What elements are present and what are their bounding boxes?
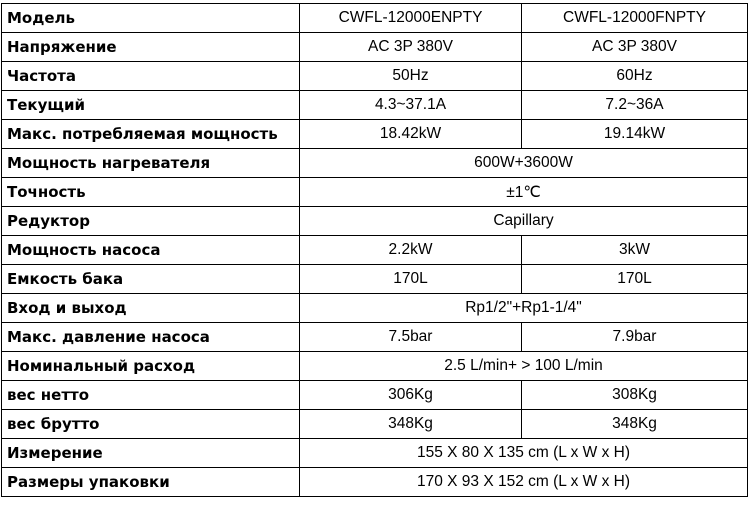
table-row [2,265,748,294]
row-value: 2.5 L/min+ > 100 L/min [300,352,748,381]
table-row [2,352,748,381]
row-value: ±1℃ [300,178,748,207]
row-label: Текущий [2,91,300,120]
table-row [2,178,748,207]
row-value: 308Kg [522,381,748,410]
row-value: 348Kg [300,410,522,439]
table-row [2,4,748,33]
table-row [2,468,748,497]
row-label: Емкость бака [2,265,300,294]
table-row [2,207,748,236]
row-label: Редуктор [2,207,300,236]
row-value: Rp1/2"+Rp1-1/4" [300,294,748,323]
table-row [2,149,748,178]
table-row [2,62,748,91]
row-label: Макс. давление насоса [2,323,300,352]
row-value: 348Kg [522,410,748,439]
row-value: 4.3~37.1A [300,91,522,120]
row-label: Мощность нагревателя [2,149,300,178]
row-value: 155 X 80 X 135 cm (L x W x H) [300,439,748,468]
row-value: 170L [522,265,748,294]
spec-table-body [2,4,748,497]
row-value: 2.2kW [300,236,522,265]
row-value: 170L [300,265,522,294]
row-label: Точность [2,178,300,207]
row-label: Измерение [2,439,300,468]
table-row [2,91,748,120]
row-label: вес нетто [2,381,300,410]
row-value: AC 3P 380V [300,33,522,62]
row-label: Макс. потребляемая мощность [2,120,300,149]
table-row [2,439,748,468]
row-label: Мощность насоса [2,236,300,265]
row-value: 170 X 93 X 152 cm (L x W x H) [300,468,748,497]
row-label: Частота [2,62,300,91]
spec-table [1,3,748,497]
row-value: 19.14kW [522,120,748,149]
table-row [2,294,748,323]
row-value: CWFL-12000FNPTY [522,4,748,33]
table-row [2,33,748,62]
row-label: вес брутто [2,410,300,439]
row-value: AC 3P 380V [522,33,748,62]
table-row [2,381,748,410]
row-value: 18.42kW [300,120,522,149]
table-row [2,323,748,352]
row-value: 60Hz [522,62,748,91]
row-value: 50Hz [300,62,522,91]
table-row [2,120,748,149]
table-row [2,410,748,439]
row-value: 7.5bar [300,323,522,352]
row-value: 7.2~36A [522,91,748,120]
row-label: Модель [2,4,300,33]
table-row [2,236,748,265]
row-value: Capillary [300,207,748,236]
row-label: Вход и выход [2,294,300,323]
row-value: 3kW [522,236,748,265]
row-value: CWFL-12000ENPTY [300,4,522,33]
row-value: 600W+3600W [300,149,748,178]
row-value: 7.9bar [522,323,748,352]
row-label: Размеры упаковки [2,468,300,497]
row-value: 306Kg [300,381,522,410]
row-label: Номинальный расход [2,352,300,381]
row-label: Напряжение [2,33,300,62]
